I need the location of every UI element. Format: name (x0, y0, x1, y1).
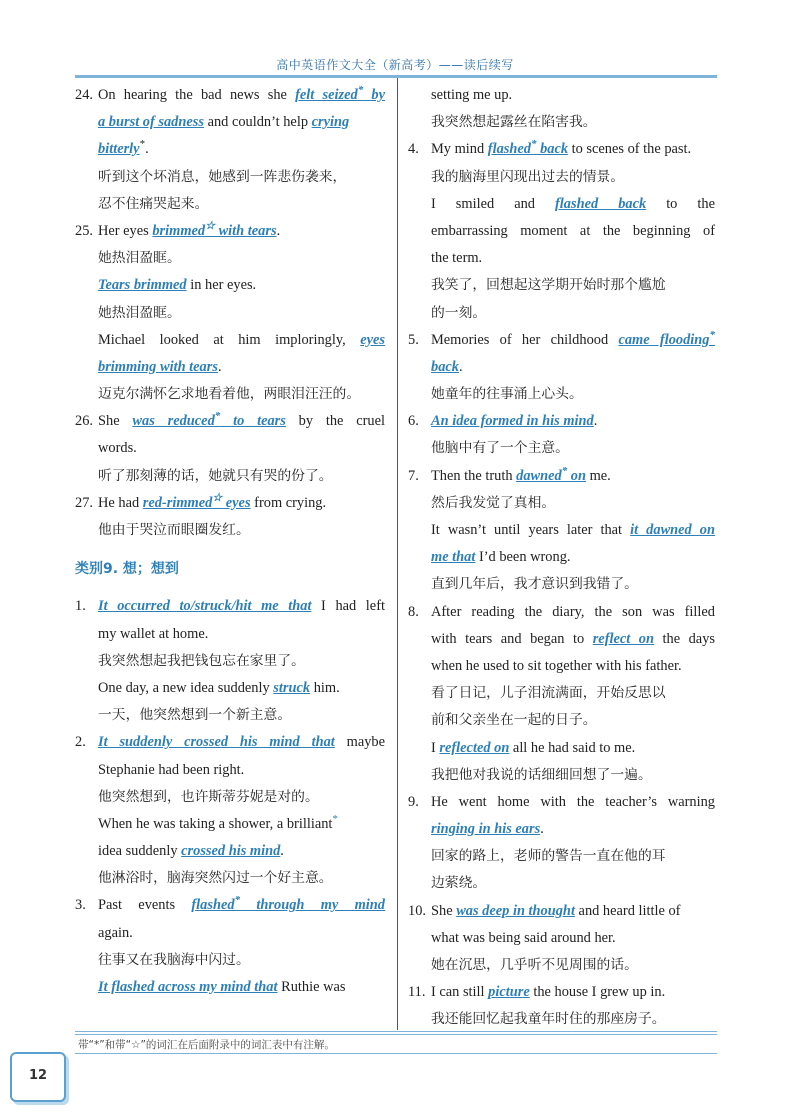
translation-line: 前和父亲坐在一起的日子。 (431, 712, 597, 729)
translation-line: 我还能回忆起我童年时住的那座房子。 (431, 1011, 666, 1028)
header-title: 高中英语作文大全（新高考）——读后续写 (276, 58, 514, 72)
translation-line: 往事又在我脑海中闪过。 (98, 951, 250, 968)
text-line: embarrassing moment at the beginning of (431, 222, 715, 239)
highlight-phrase: brimming with tears (98, 358, 218, 375)
entry-number: 1. (75, 598, 86, 615)
entry-number: 2. (75, 734, 86, 751)
entry-3-line: 3. Past events flashed* through my mind (75, 892, 385, 919)
text-line: what was being said around her. (431, 929, 616, 946)
entry-number: 4. (408, 141, 419, 158)
translation-line: 我的脑海里闪现出过去的情景。 (431, 168, 625, 185)
page-number-tab (10, 1052, 66, 1102)
text-line: brimming with tears. (98, 358, 222, 375)
column-divider (397, 78, 398, 1030)
translation-line: 直到几年后，我才意识到我错了。 (431, 576, 638, 593)
entry-2-line: 2. It suddenly crossed his mind that maybe (75, 729, 385, 756)
entry-6-line: 6. An idea formed in his mind. (408, 408, 715, 435)
translation-line: 她在沉思，几乎听不见周围的话。 (431, 957, 638, 973)
highlight-phrase: It flashed across my mind that (98, 979, 278, 995)
entry-25-line: 25. Her eyes brimmed☆ with tears. (75, 218, 385, 245)
translation-line: 她热泪盈眶。 (98, 304, 181, 321)
highlight-phrase: was deep in thought (456, 902, 575, 919)
translation-line: 我笑了，回想起这学期开始时那个尴尬 (431, 277, 666, 294)
highlight-phrase: ringing in his ears (431, 821, 541, 838)
highlight-phrase: it dawned on (630, 522, 716, 538)
text-line: when he used to sit together with his father. (431, 657, 682, 674)
text-line: I smiled and flashed back to the (431, 195, 715, 212)
highlight-phrase: flashed* through my mind (191, 894, 385, 914)
highlight-phrase: crying (311, 114, 350, 131)
translation-line: 然后我发觉了真相。 (431, 494, 556, 511)
highlight-phrase: dawned* on (516, 464, 586, 484)
entry-number: 10. (408, 902, 426, 919)
translation-line: 边萦绕。 (431, 875, 487, 892)
translation-line: 听了那刻薄的话，她就只有哭的份了。 (98, 467, 333, 484)
category-heading: 类别9. 想；想到 (75, 561, 179, 578)
translation-line: 我突然想起我把钱包忘在家里了。 (98, 652, 305, 669)
highlight-phrase: struck (273, 679, 311, 696)
translation-line: 的一刻。 (431, 304, 487, 321)
entry-number: 3. (75, 897, 86, 914)
translation-line: 一天，他突然想到一个新主意。 (98, 707, 292, 724)
footer-rule (75, 1053, 717, 1054)
translation-line: 迈克尔满怀乞求地看着他，两眼泪汪汪的。 (98, 386, 361, 403)
entry-9-line: 9. He went home with the teacher’s warning (408, 789, 715, 816)
entry-4-line: 4. My mind flashed* back to scenes of the past. (408, 136, 715, 163)
highlight-phrase: brimmed☆ with tears (152, 220, 277, 239)
text-line: When he was taking a shower, a brilliant* (98, 813, 338, 832)
entry-number: 26. (75, 413, 93, 430)
highlight-phrase: was reduced* to tears (132, 410, 286, 430)
text-line: bitterly*. (98, 138, 149, 158)
footer-rule (75, 1031, 717, 1032)
highlight-phrase: reflected on (439, 739, 510, 756)
text-line: One day, a new idea suddenly struck him. (98, 679, 340, 696)
text-line: Stephanie had been right. (98, 761, 245, 778)
highlight-phrase: red-rimmed☆ eyes (142, 492, 251, 511)
entry-number: 6. (408, 413, 419, 430)
footer-rule (75, 1034, 717, 1035)
left-column (75, 82, 385, 1001)
text-line: idea suddenly crossed his mind. (98, 843, 284, 860)
text-line: again. (98, 924, 133, 941)
highlight-phrase: bitterly (98, 141, 140, 158)
translation-line: 他由于哭泣而眼圈发红。 (98, 522, 250, 538)
entry-26-line: 26. She was reduced* to tears by the cruel (75, 408, 385, 435)
translation-line: 回家的路上，老师的警告一直在他的耳 (431, 848, 666, 865)
translation-line: 他突然想到，也许斯蒂芬妮是对的。 (98, 788, 319, 805)
entry-number: 25. (75, 222, 93, 239)
text-line: a burst of sadness and couldn’t help crying (98, 114, 350, 131)
highlight-phrase: An idea formed in his mind (431, 413, 594, 430)
entry-number: 8. (408, 603, 419, 620)
text-line: Tears brimmed in her eyes. (98, 277, 257, 294)
highlight-phrase: flashed back (555, 195, 647, 212)
highlight-phrase: crossed his mind (181, 843, 281, 860)
text-line: words. (98, 440, 137, 457)
entry-11-line: 11. I can still picture the house I grew up in. (408, 979, 715, 1006)
highlight-phrase: back (431, 358, 459, 375)
highlight-phrase: reflect on (592, 630, 654, 647)
text-line: me that I’d been wrong. (431, 549, 571, 566)
translation-line: 她热泪盈眶。 (98, 250, 181, 267)
text-line: It wasn’t until years later that it dawned on (431, 522, 716, 538)
translation-line: 我把他对我说的话细细回想了一遍。 (431, 766, 652, 783)
right-column (408, 82, 715, 1034)
highlight-phrase: felt seized* by (295, 84, 385, 103)
highlight-phrase: me that (431, 549, 476, 566)
entry-7-line: 7. Then the truth dawned* on me. (408, 463, 715, 490)
footnote: 带“*”和带“☆”的词汇在后面附录中的词汇表中有注解。 (78, 1039, 335, 1051)
highlight-phrase: Tears brimmed (98, 277, 187, 294)
translation-line: 看了日记，儿子泪流满面，开始反思以 (431, 685, 666, 702)
highlight-phrase: flashed* back (487, 138, 569, 158)
text-line: with tears and began to reflect on the days (431, 630, 715, 647)
translation-line: 他淋浴时，脑海突然闪过一个好主意。 (98, 870, 333, 887)
entry-8-line: 8. After reading the diary, the son was filled (408, 599, 715, 626)
page-number: 12 (28, 1068, 48, 1083)
highlight-phrase: picture (488, 984, 530, 1001)
entry-number: 7. (408, 467, 419, 484)
highlight-phrase: came flooding* (618, 328, 715, 348)
translation-line: 他脑中有了一个主意。 (431, 440, 569, 457)
text-line: Michael looked at him imploringly, eyes (98, 331, 385, 348)
text-line: back. (431, 358, 463, 375)
text-line: I reflected on all he had said to me. (431, 739, 636, 756)
entry-number: 5. (408, 331, 419, 348)
highlight-phrase: a burst of sadness (98, 114, 204, 131)
translation-line: 我突然想起露丝在陷害我。 (431, 114, 597, 131)
translation-line: 忍不住痛哭起来。 (98, 195, 209, 212)
highlight-phrase: It suddenly crossed his mind that (98, 734, 335, 751)
entry-number: 27. (75, 494, 93, 511)
highlight-phrase: It occurred to/struck/hit me that (98, 598, 312, 615)
entry-number: 9. (408, 793, 419, 810)
entry-number: 11. (408, 984, 426, 1001)
entry-number: 24. (75, 87, 93, 103)
text-line: setting me up. (431, 87, 513, 103)
text-line: the term. (431, 250, 483, 267)
header-rule (75, 75, 717, 78)
text-line: It flashed across my mind that Ruthie was (98, 979, 346, 995)
highlight-phrase: eyes (360, 331, 385, 348)
entry-27-line: 27. He had red-rimmed☆ eyes from crying. (75, 490, 385, 517)
entry-10-line: 10. She was deep in thought and heard little of (408, 898, 715, 925)
text-line: my wallet at home. (98, 625, 209, 642)
entry-24-line: 24. On hearing the bad news she felt seized* by (75, 82, 385, 109)
text-line: ringing in his ears. (431, 821, 544, 838)
translation-line: 她童年的往事涌上心头。 (431, 386, 583, 403)
translation-line: 听到这个坏消息，她感到一阵悲伤袭来， (98, 168, 347, 185)
entry-1-line: 1. It occurred to/struck/hit me that I had left (75, 593, 385, 620)
entry-5-line: 5. Memories of her childhood came flooding* (408, 327, 715, 354)
